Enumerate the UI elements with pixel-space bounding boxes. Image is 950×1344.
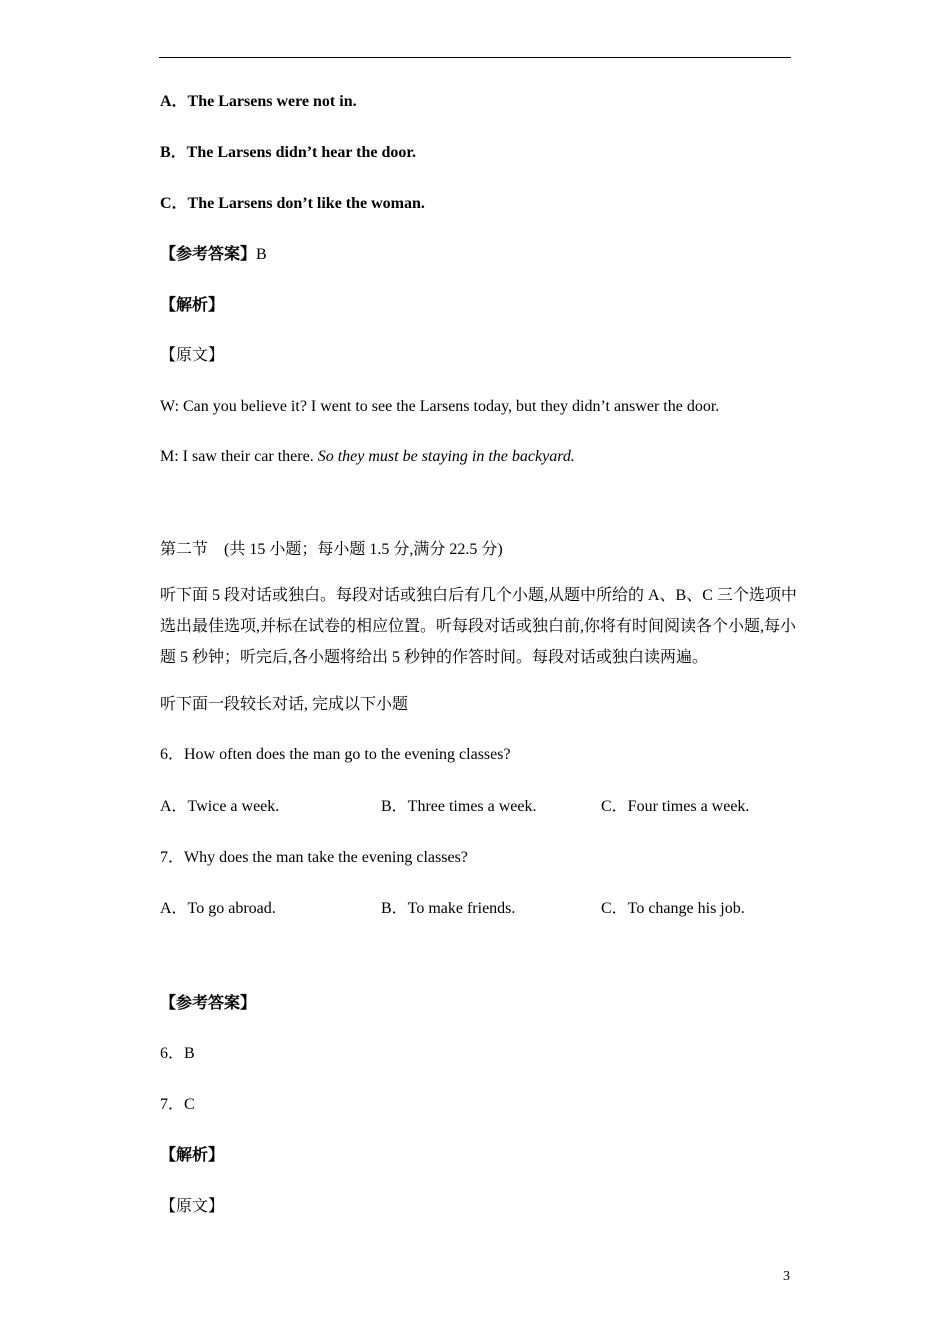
answer-value: B — [256, 246, 267, 263]
section-instructions: 听下面 5 段对话或独白。每段对话或独白后有几个小题,从题中所给的 A、B、C 三个选项中选出最佳选项,并标在试卷的相应位置。听每段对话或独白前,你将有时间阅读各个小题,每小题 5 秒钟；听完后,各小题将给出 5 秒钟的作答时间。每段对话或独白读两遍。 — [160, 587, 797, 666]
analysis-label: 【解析】 — [160, 1147, 225, 1164]
question-6-stem: 6．How often does the man go to the evening classes? — [160, 746, 511, 763]
question-7-option-c: C．To change his job. — [601, 900, 745, 917]
answer-label: 【参考答案】 — [160, 246, 257, 263]
q5-option-b: B．The Larsens didn’t hear the door. — [160, 144, 417, 161]
question-6-option-b: B．Three times a week. — [381, 798, 537, 815]
q5-analysis-label: 【解析】 — [160, 297, 225, 314]
transcript-woman: W: Can you believe it? I went to see the Larsens today, but they didn’t answer the door. — [160, 398, 720, 415]
transcript-man — [160, 447, 575, 467]
header-rule — [159, 57, 791, 58]
question-7-option-b: B．To make friends. — [381, 900, 516, 917]
page-number: 3 — [783, 1269, 790, 1284]
transcript-man-italic: So they must be staying in the backyard. — [317, 448, 575, 465]
q5-option-c: C．The Larsens don’t like the woman. — [160, 195, 425, 212]
q5-answer — [160, 245, 267, 265]
q5-option-a: A．The Larsens were not in. — [160, 93, 357, 110]
answer-6: 6．B — [160, 1045, 195, 1062]
question-7-option-a: A．To go abroad. — [160, 900, 276, 917]
original-label: 【原文】 — [160, 1198, 225, 1215]
transcript-man-plain: M: I saw their car there. — [160, 448, 318, 465]
sub-intro: 听下面一段较长对话, 完成以下小题 — [160, 696, 409, 713]
question-6-option-a: A．Twice a week. — [160, 798, 280, 815]
answers-label: 【参考答案】 — [160, 995, 257, 1012]
question-7-stem: 7．Why does the man take the evening classes? — [160, 849, 468, 866]
q5-original-label: 【原文】 — [160, 347, 225, 364]
question-6-option-c: C．Four times a week. — [601, 798, 750, 815]
answer-7: 7．C — [160, 1096, 195, 1113]
section-heading: 第二节 (共 15 小题；每小题 1.5 分,满分 22.5 分) — [160, 541, 503, 558]
